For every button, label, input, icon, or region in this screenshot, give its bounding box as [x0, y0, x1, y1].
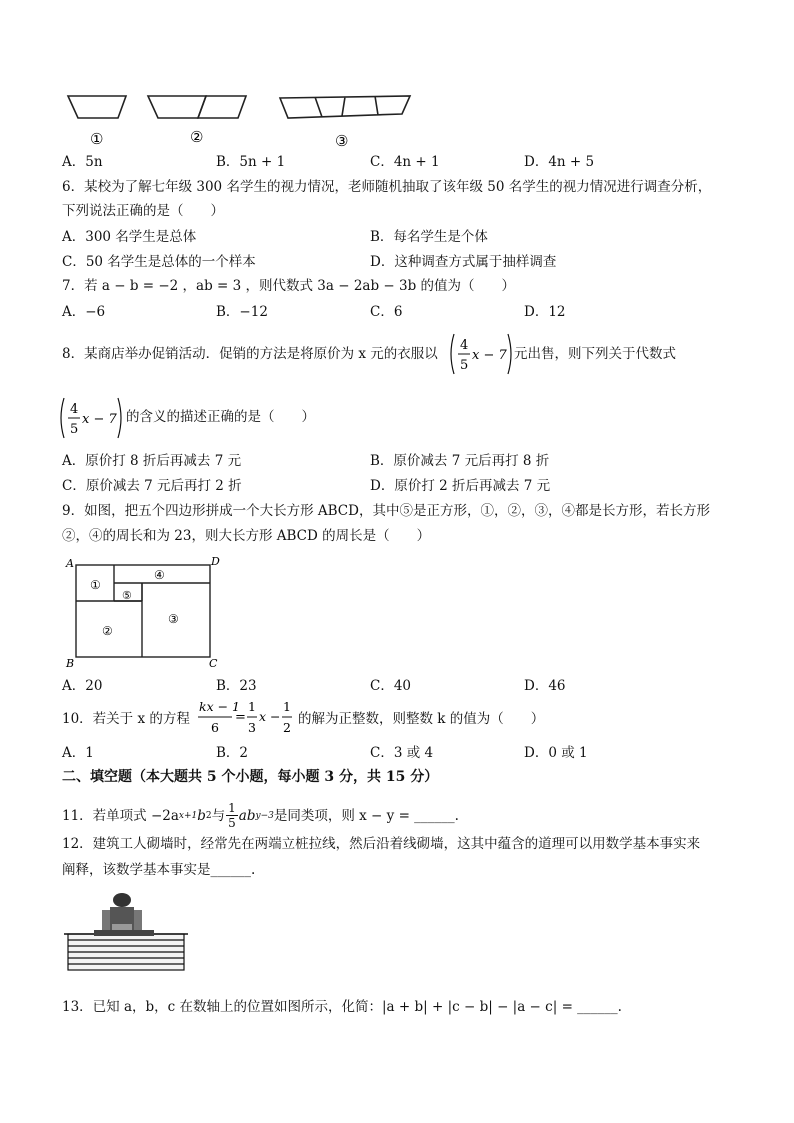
- bricklayer-illustration: [64, 888, 188, 974]
- q6-option-d[interactable]: D．这种调查方式属于抽样调查: [370, 254, 557, 270]
- q9-stem-line2: ②，④的周长和为 23，则大长方形 ABCD 的周长是（ ）: [62, 528, 431, 544]
- q6-stem-line1: 6．某校为了解七年级 300 名学生的视力情况，老师随机抽取了该年级 50 名学生的视力情况进行调查分析，: [62, 179, 712, 195]
- q7-option-b[interactable]: B．−12: [216, 304, 268, 320]
- q9-rect-4: ④: [154, 568, 165, 582]
- q11-sup-3: y−3: [255, 810, 274, 821]
- q7-option-c[interactable]: C．6: [370, 304, 403, 320]
- q11-post: 是同类项，则 x − y = ______.: [273, 807, 459, 824]
- q10-frac1-den: 6: [211, 720, 219, 735]
- q11-frac-num: 1: [228, 801, 236, 815]
- q8-stem-line2: 的含义的描述正确的是（ ）: [126, 409, 315, 425]
- q10-option-b[interactable]: B．2: [216, 745, 249, 761]
- q5-option-c[interactable]: C．4n + 1: [370, 154, 440, 170]
- q9-option-c[interactable]: C．40: [370, 678, 412, 694]
- q9-stem-line1: 9．如图，把五个四边形拼成一个大长方形 ABCD，其中⑤是正方形，①，②，③，④都是长方形，若长方形: [62, 503, 710, 519]
- q8-frac-den: 5: [460, 358, 469, 373]
- q9-option-b[interactable]: B．23: [216, 678, 257, 694]
- fig5-label-2: ②: [190, 128, 204, 146]
- q5-option-b[interactable]: B．5n + 1: [216, 154, 286, 170]
- q8-option-b[interactable]: B．原价减去 7 元后再打 8 折: [370, 453, 550, 469]
- q10-option-d[interactable]: D．0 或 1: [524, 745, 588, 761]
- q11-frac-den: 5: [228, 816, 236, 830]
- q9-option-a[interactable]: A．20: [62, 678, 103, 694]
- q7-option-d[interactable]: D．12: [524, 304, 566, 320]
- q10-frac3-den: 2: [283, 720, 291, 735]
- q8-frac2-den: 5: [70, 422, 79, 437]
- q8-expression: [448, 332, 514, 376]
- trapezoid-2b: [198, 96, 246, 118]
- q7-stem: 7．若 a − b = −2 ，ab = 3 ，则代数式 3a − 2ab − 3b 的值为（ ）: [62, 278, 516, 294]
- q6-option-a[interactable]: A．300 名学生是总体: [62, 229, 197, 245]
- q9-rect-1: ①: [90, 578, 101, 592]
- q10-option-c[interactable]: C．3 或 4: [370, 745, 434, 761]
- q5-option-a[interactable]: A．5n: [62, 154, 103, 170]
- trapezoid-chain-3: [280, 96, 410, 118]
- q10-frac3-num: 1: [283, 699, 291, 714]
- q10-frac2-den: 3: [248, 720, 256, 735]
- q8-option-c[interactable]: C．原价减去 7 元后再打 2 折: [62, 478, 242, 494]
- q11-pre: 11．若单项式 −2a: [62, 807, 179, 824]
- q11-fraction: [226, 801, 238, 830]
- q10-stem-pre: 10．若关于 x 的方程: [62, 711, 190, 727]
- q9-rect-3: ③: [168, 612, 179, 626]
- q12-stem-line2: 阐释，该数学基本事实是______.: [62, 862, 256, 878]
- q9-vertex-b: B: [66, 657, 75, 670]
- q10-frac2-num: 1: [248, 699, 256, 714]
- q11-sup-1: x+1: [178, 810, 198, 821]
- q13-stem: 13．已知 a，b，c 在数轴上的位置如图所示，化简：|a + b| + |c − b| − |a − c| = ______.: [62, 999, 622, 1015]
- q8-frac-num: 4: [460, 338, 469, 353]
- q8-option-d[interactable]: D．原价打 2 折后再减去 7 元: [370, 478, 551, 494]
- section-2-heading: 二、填空题（本大题共 5 个小题，每小题 3 分，共 15 分）: [62, 769, 439, 785]
- q12-stem-line1: 12．建筑工人砌墙时，经常先在两端立桩拉线，然后沿着线砌墙，这其中蕴含的道理可以用数学基本事实来: [62, 836, 701, 852]
- q9-rect-2: ②: [102, 624, 113, 638]
- q9-vertex-c: C: [209, 657, 218, 670]
- q9-vertex-d: D: [211, 555, 220, 568]
- q11-sup-2: 2: [205, 810, 212, 821]
- q8-expr2-tail: x − 7: [82, 412, 117, 427]
- q10-option-a[interactable]: A．1: [62, 745, 94, 761]
- q9-vertex-a: A: [66, 557, 74, 570]
- q9-rectangle-figure: [62, 555, 222, 670]
- q10-equals: =: [235, 710, 246, 725]
- fig5-label-1: ①: [90, 130, 104, 148]
- q10-mid: x −: [259, 709, 281, 724]
- q11-ab: ab: [238, 807, 256, 824]
- q8-expr-tail: x − 7: [472, 348, 507, 363]
- q11-b: b: [197, 807, 206, 824]
- q6-stem-line2: 下列说法正确的是（ ）: [62, 203, 224, 219]
- q8-option-a[interactable]: A．原价打 8 折后再减去 7 元: [62, 453, 242, 469]
- trapezoid-2a: [148, 96, 206, 118]
- q11-stem: [62, 801, 459, 830]
- fig5-label-3: ③: [335, 132, 349, 150]
- q9-option-d[interactable]: D．46: [524, 678, 566, 694]
- q9-rect-5: ⑤: [122, 589, 132, 602]
- q10-stem-post: 的解为正整数，则整数 k 的值为（ ）: [298, 711, 545, 727]
- q6-option-c[interactable]: C．50 名学生是总体的一个样本: [62, 254, 256, 270]
- q11-with: 与: [211, 807, 226, 824]
- q8-stem-post: 元出售，则下列关于代数式: [514, 346, 676, 362]
- q8-frac2-num: 4: [70, 402, 79, 417]
- q10-frac1-num: kx − 1: [199, 699, 240, 714]
- q5-option-d[interactable]: D．4n + 5: [524, 154, 595, 170]
- q10-equation: [196, 694, 296, 740]
- q7-option-a[interactable]: A．−6: [62, 304, 106, 320]
- q6-option-b[interactable]: B．每名学生是个体: [370, 229, 488, 245]
- trapezoid-1: [68, 96, 126, 118]
- q5-figure: [60, 88, 420, 150]
- q8-stem-pre: 8．某商店举办促销活动．促销的方法是将原价为 x 元的衣服以: [62, 346, 438, 362]
- q8-expression-2: [58, 396, 124, 440]
